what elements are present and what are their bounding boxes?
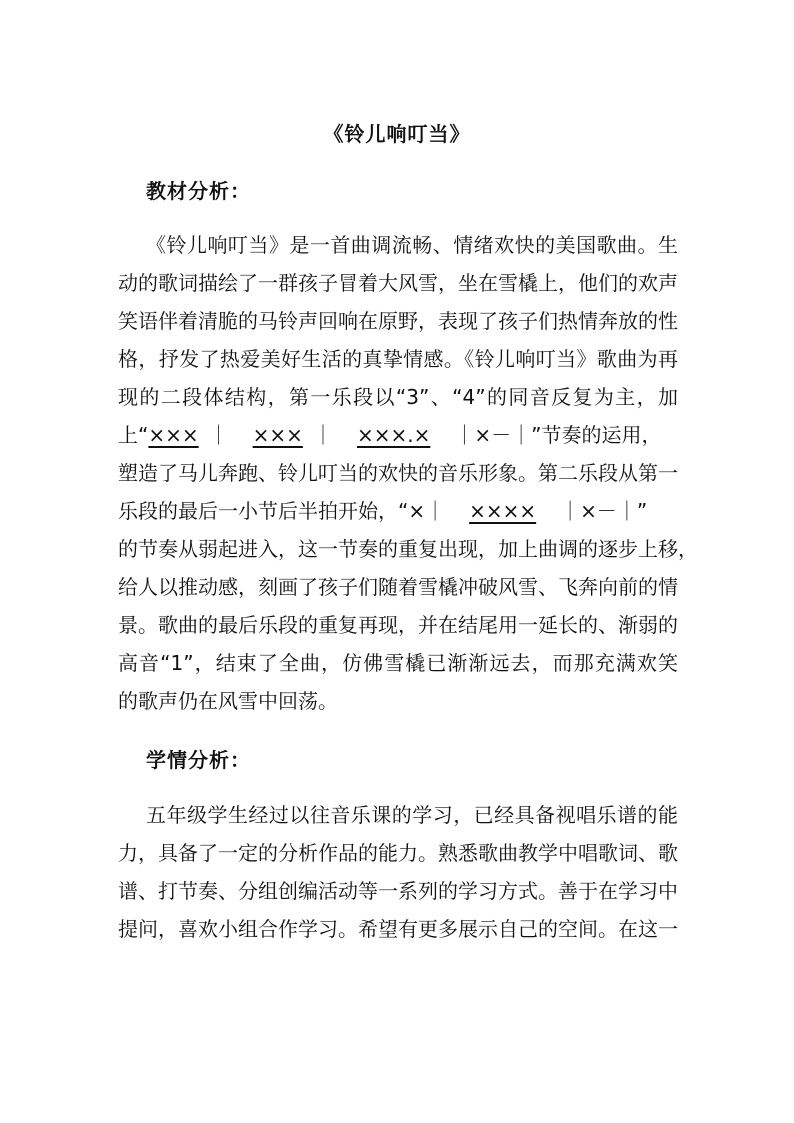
rhythm-measure: ×××.×: [356, 423, 431, 447]
paragraph-line: 现的二段体结构，第一乐段以“3”、“4”的同音反复为主，加: [118, 385, 678, 409]
bar-line: ｜: [208, 423, 229, 447]
paragraph-line: 动的歌词描绘了一群孩子冒着大风雪，坐在雪橇上，他们的欢声: [118, 271, 678, 295]
paragraph-line: 塑造了马儿奔跑、铃儿叮当的欢快的音乐形象。第二乐段从第一: [118, 461, 678, 485]
paragraph-line: 的歌声仍在风雪中回荡。: [118, 689, 338, 713]
paragraph-line: 《铃儿响叮当》是一首曲调流畅、情绪欢快的美国歌曲。生: [146, 233, 678, 257]
rhythm-suffix: ”节奏的运用，: [531, 423, 662, 447]
bar-line: ｜×－｜: [560, 499, 637, 523]
rhythm-measure: ××××: [469, 499, 537, 523]
paragraph-line: 给人以推动感，刻画了孩子们随着雪橇冲破风雪、飞奔向前的情: [118, 575, 678, 599]
bar-line: ｜: [312, 423, 333, 447]
rhythm-line: [118, 496, 678, 526]
paragraph-line: 高音“1”，结束了全曲，仿佛雪橇已渐渐远去，而那充满欢笑: [118, 651, 678, 675]
paragraph-line: 五年级学生经过以往音乐课的学习，已经具备视唱乐谱的能: [146, 803, 678, 827]
paragraph-line: 谱、打节奏、分组创编活动等一系列的学习方式。善于在学习中: [118, 879, 678, 903]
rhythm-line: [118, 420, 678, 450]
document-title: 《铃儿响叮当》: [323, 122, 471, 146]
rhythm-measure: ×××: [148, 423, 199, 447]
rhythm-prefix: 乐段的最后一小节后半拍开始，“×｜: [118, 499, 446, 523]
paragraph-line: 格，抒发了热爱美好生活的真挚情感。《铃儿响叮当》歌曲为再: [118, 347, 678, 371]
rhythm-prefix: 上“: [118, 423, 149, 447]
paragraph-line: 景。歌曲的最后乐段的重复再现，并在结尾用一延长的、渐弱的: [118, 613, 678, 637]
bar-line: ｜×－｜: [454, 423, 532, 447]
paragraph-line: 笑语伴着清脆的马铃声回响在原野，表现了孩子们热情奔放的性: [118, 309, 678, 333]
section-heading-student-analysis: 学情分析：: [146, 748, 251, 772]
section-heading-textbook-analysis: 教材分析：: [146, 179, 251, 203]
paragraph-line: 的节奏从弱起进入，这一节奏的重复出现，加上曲调的逐步上移，: [118, 537, 698, 561]
paragraph-line: 提问，喜欢小组合作学习。希望有更多展示自己的空间。在这一: [118, 917, 678, 941]
rhythm-suffix: ”: [636, 499, 648, 523]
rhythm-measure: ×××: [252, 423, 303, 447]
paragraph-line: 力，具备了一定的分析作品的能力。熟悉歌曲教学中唱歌词、歌: [118, 841, 678, 865]
